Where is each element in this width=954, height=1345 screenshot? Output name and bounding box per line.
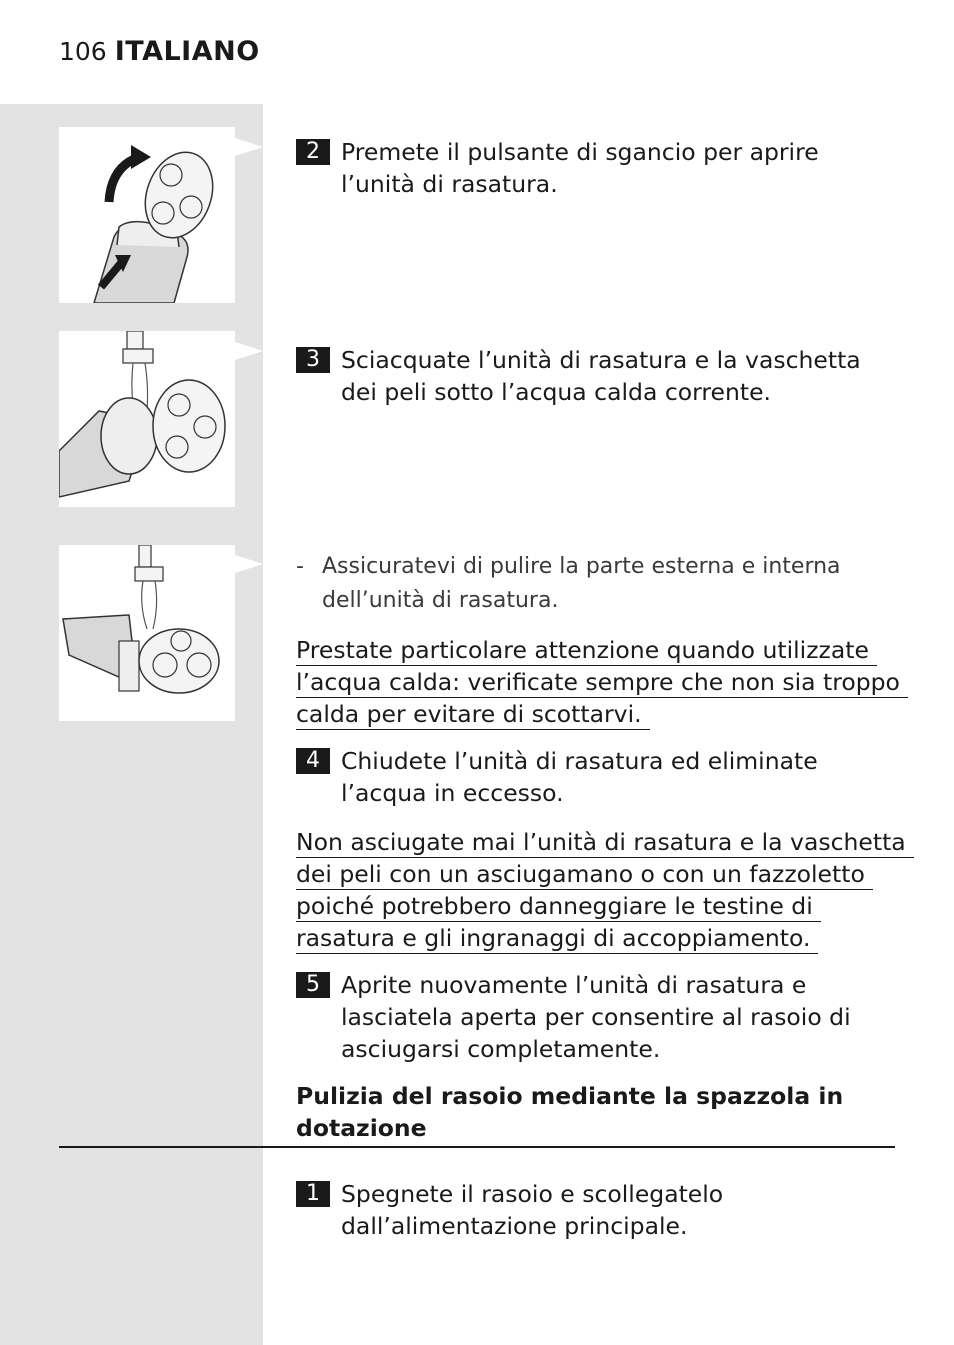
warning-line: calda per evitare di scottarvi. [296,699,650,730]
warning-line: Prestate particolare attenzione quando utilizzate [296,635,877,666]
step-text: Sciacquate l’unità di rasatura e la vaschetta dei peli sotto l’acqua calda corrente. [341,346,861,406]
page-header [59,36,260,67]
step-3 [296,344,896,408]
step-number: 1 [296,1181,330,1207]
step-number: 4 [296,748,330,774]
illustration-pointer [235,555,263,573]
shaver-release-button-icon [59,127,235,303]
step-text: Aprite nuovamente l’unità di rasatura e lasciatela aperta per consentire al rasoio di asciugarsi completamente. [341,971,851,1063]
step-number: 3 [296,347,330,373]
language-title: ITALIANO [114,36,260,67]
warning-line: rasatura e gli ingranaggi di accoppiamento. [296,923,818,954]
step-text: Chiudete l’unità di rasatura ed eliminate l’acqua in eccesso. [341,747,818,807]
step-5 [296,969,896,1065]
illustration-shaver-heads [59,545,235,721]
warning-line: dei peli con un asciugamano o con un fazzoletto [296,859,873,890]
page-number: 106 [59,37,107,66]
warning-hot-water [296,634,900,730]
step-number: 5 [296,972,330,998]
step-4 [296,745,896,809]
illustration-shaver-rinse [59,331,235,507]
illustration-pointer [235,342,263,360]
shaver-heads-rinse-icon [59,545,235,721]
illustration-shaver-open [59,127,235,303]
warning-no-towel [296,826,906,954]
step-number: 2 [296,139,330,165]
section-title: Pulizia del rasoio mediante la spazzola in dotazione [296,1082,844,1142]
step-text: Spegnete il rasoio e scollegatelo dall’alimentazione principale. [341,1180,724,1240]
warning-line: poiché potrebbero danneggiare le testine di [296,891,821,922]
bullet-text: Assicuratevi di pulire la parte esterna e interna dell’unità di rasatura. [322,554,841,613]
warning-line: Non asciugate mai l’unità di rasatura e la vaschetta [296,827,914,858]
shaver-rinse-icon [59,331,235,507]
illustration-pointer [235,138,263,156]
step-text: Premete il pulsante di sgancio per aprire l’unità di rasatura. [341,138,819,198]
step-2 [296,136,896,200]
bullet-note [296,550,896,618]
warning-line: l’acqua calda: verificate sempre che non sia troppo [296,667,908,698]
bullet-dash: - [296,554,304,579]
section-divider [59,1146,895,1148]
step-1 [296,1178,896,1242]
